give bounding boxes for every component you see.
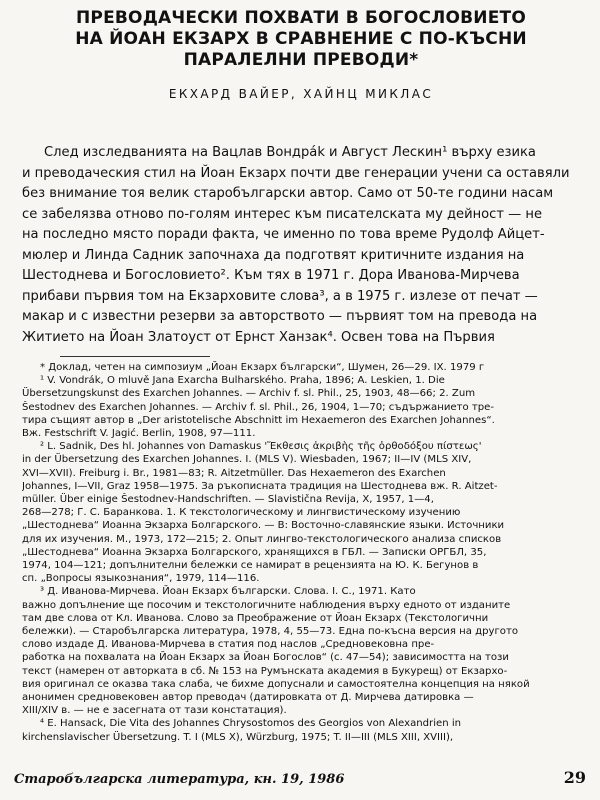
footnote-line: XVI—XVII). Freiburg i. Br., 1981—83; R. Aitzetmüller. Das Hexaemeron des Exarchen <box>22 467 446 479</box>
page-number: 29 <box>563 768 586 787</box>
footnotes <box>22 361 580 744</box>
article-authors: ЕКХАРД ВАЙЕР, ХАЙНЦ МИКЛАС <box>168 87 434 101</box>
title-line: ПАРАЛЕЛНИ ПРЕВОДИ* <box>183 50 419 70</box>
footnote-line: 268—278; Г. С. Баранкова. 1. К текстологическому и лингвистическому изучению <box>22 507 461 519</box>
article-body <box>22 143 580 348</box>
footnote-line: 1974, 104—121; допълнителни бележки се намират в рецензията на Ю. К. Бегунов в <box>22 560 479 572</box>
footnote-line: „Шестоднева“ Иоанна Экзарха Болгарского, хранящихся в ГБЛ. — Записки ОРГБЛ, 35, <box>22 546 487 558</box>
body-line: Шестоднева и Богословието². Към тях в 1971 г. Дора Иванова-Мирчева <box>22 268 520 283</box>
footnote-line: там две слова от Кл. Иванова. Слово за Преображение от Йоан Екзарх (Текстологични <box>22 612 489 624</box>
footnote-line: Johannes, I—VII, Graz 1958—1975. За ръкописната традиция на Шестоднева вж. R. Aitzet- <box>22 480 498 492</box>
footnote-line: ³ Д. Иванова-Мирчева. Йоан Екзарх български. Слова. I. С., 1971. Като <box>40 586 416 598</box>
article-title <box>22 8 580 71</box>
footnote-line: для их изучения. М., 1973, 172—215; 2. Опыт лингво-текстологического анализа списков <box>22 533 502 545</box>
footnote-line: Übersetzungskunst des Exarchen Johannes. — Archiv f. sl. Phil., 25, 1903, 48—66; 2. Zum <box>22 388 476 400</box>
body-line: се забелязва отново по-голям интерес към писателската му дейност — не <box>22 206 543 222</box>
body-line: без внимание тоя велик старобългарски автор. Само от 50-те години насам <box>22 186 554 201</box>
footnote-line: текст (намерен от авторката в сб. № 153 на Румънската академия в Букурещ) от Екзархо- <box>22 665 508 677</box>
footnote-line: бележки). — Старобългарска литература, 1978, 4, 55—73. Една по-късна версия на другото <box>22 626 519 638</box>
body-line: прибави първия том на Екзарховите слова³, а в 1975 г. излезе от печат — <box>22 288 538 304</box>
body-line: на последно място поради факта, че именно по това време Рудолф Айцет- <box>22 227 545 242</box>
journal-citation: Старобългарска литература, кн. 19, 1986 <box>14 772 345 787</box>
footnote-line: работка на похвалата на Йоан Екзарх за Йоан Богослов“ (с. 47—54); зависимостта на този <box>22 652 509 664</box>
footnote-line: анонимен средновековен автор преводач (датировката от Д. Мирчева датировка — <box>22 692 474 704</box>
page-footer <box>14 768 586 787</box>
footnote-line: Вж. Festschrift V. Jagić. Berlin, 1908, 97—111. <box>22 428 256 440</box>
footnote-line: слово издаде Д. Иванова-Мирчева в статия под наслов „Средновековна пре- <box>22 639 435 651</box>
footnote-line: XIII/XIV в. — не е засегната от тази констатация). <box>22 705 287 717</box>
body-line: След изследванията на Вацлав Вондрák и Август Лескин¹ върху езика <box>44 145 536 160</box>
footnote-line: „Шестоднева“ Иоанна Экзарха Болгарского. — В: Восточно-славянские языки. Источники <box>22 520 505 532</box>
footnote-line: ⁴ E. Hansack, Die Vita des Johannes Chrysostomos des Georgios von Alexandrien in <box>40 718 462 730</box>
body-line: и преводаческия стил на Йоан Екзарх почти две генерации учени са оставяли <box>22 165 570 181</box>
body-line: Житието на Йоан Златоуст от Ернст Ханзак⁴. Освен това на Първия <box>22 329 495 345</box>
footnote-line: kirchenslavischer Übersetzung. T. I (MLS X), Würzburg, 1975; T. II—III (MLS XIII, XVIII), <box>22 731 454 743</box>
title-line: НА ЙОАН ЕКЗАРХ В СРАВНЕНИЕ С ПО-КЪСНИ <box>75 29 527 49</box>
footnote-line: важно допълнение ще посочим и текстологичните наблюдения върху едното от изданите <box>22 599 511 611</box>
footnote-divider <box>60 356 210 357</box>
footnote-line: вия оригинал се оказва така слаба, че бихме допуснали и самостоятелна концепция на някой <box>22 678 530 690</box>
footnote-line: Šestodnev des Exarchen Johannes. — Archiv f. sl. Phil., 26, 1904, 1—70; съдържанието тре- <box>22 401 495 413</box>
footnote-line: ² L. Sadnik, Des hl. Johannes von Damaskus 'Ἔκθεσις ἀκριβὴς τῆς ὀρθοδόξου πίστεως' <box>40 441 482 453</box>
footnote-line: in der Übersetzung des Exarchen Johannes. I. (MLS V). Wiesbaden, 1967; II—IV (MLS XIV, <box>22 454 472 466</box>
footnote-line: тира същият автор в „Der aristotelische Abschnitt im Hexaemeron des Exarchen Johannes“. <box>22 414 495 426</box>
body-line: мюлер и Линда Садник започнаха да подготвят критичните издания на <box>22 247 525 263</box>
footnote-line: müller. Über einige Šestodnev-Handschriften. — Slavistična Revija, X, 1957, 1—4, <box>22 494 434 506</box>
footnote-line: ¹ V. Vondrák, O mluvě Jana Exarcha Bulharského. Praha, 1896; A. Leskien, 1. Die <box>40 375 445 387</box>
footnote-line: * Доклад, четен на симпозиум „Йоан Екзарх български“, Шумен, 26—29. IX. 1979 г <box>40 362 485 373</box>
footnote-line: сп. „Вопросы языкознания“, 1979, 114—116. <box>22 573 260 585</box>
title-line: ПРЕВОДАЧЕСКИ ПОХВАТИ В БОГОСЛОВИЕТО <box>76 8 526 28</box>
body-line: макар и с известни резерви за авторството — първият том на превода на <box>22 309 538 324</box>
